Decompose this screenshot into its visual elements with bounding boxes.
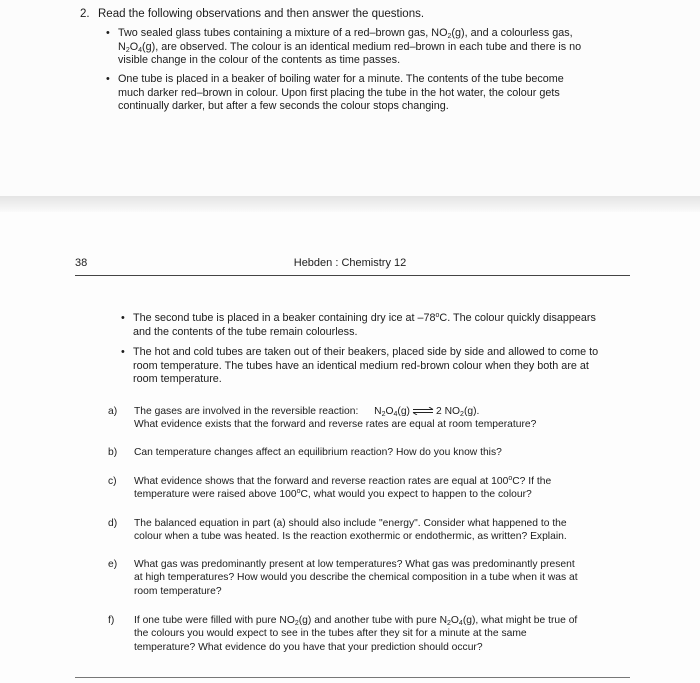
bullet-observation-4: • The hot and cold tubes are taken out of their beakers, placed side by side and allowed to come to room temperature. The tubes have an identical medium red-brown colour when they both are at room temperature.	[121, 346, 599, 386]
equilibrium-arrow-icon	[412, 407, 434, 415]
header-rule	[75, 275, 630, 276]
running-header: Hebden : Chemistry 12	[293, 257, 407, 269]
part-d: d) The balanced equation in part (a) should also include "energy". Consider what happened to the colour when a tube was heated. Is the reaction exothermic or endothermic, as written? Explain.	[108, 518, 567, 543]
part-f: f) If one tube were filled with pure $NO_2(g)$ and another tube with pure $N_2O_4(g)$, what might be true of the colours you would expect to see in the tubes after they sit for a minute at the same temperature? What evidence do you have that your prediction should occur?	[108, 615, 578, 653]
part-a: a) The gases are involved in the reversible reaction: $N_2O_4(g)$ 2 $NO_2(g)$. What evidence exists that the forward and reverse rates are equal at room temperature?	[108, 406, 537, 431]
footer-rule	[75, 677, 630, 678]
reaction-equation: $N_2O_4(g)$ 2 $NO_2(g)$.	[374, 406, 480, 418]
question-number: 2.	[80, 8, 90, 20]
bullet-observation-3: • The second tube is placed in a beaker containing dry ice at –78$^o$C. The colour quickly disappears and the contents of the tube remain colourless.	[121, 312, 596, 338]
page-gap	[0, 196, 700, 212]
part-e: e) What gas was predominantly present at low temperatures? What gas was predominantly present at high temperatures? How would you describe the chemical composition in a tube when it was at room temperature?	[108, 559, 578, 597]
bullet-observation-2: • One tube is placed in a beaker of boiling water for a minute. The contents of the tube become much darker red–brown in colour. Upon first placing the tube in the hot water, the colour gets continually darker, but after a few seconds the colour stops changing.	[106, 73, 564, 113]
part-c: c) What evidence shows that the forward and reverse reaction rates are equal at 100$^o$C? If the temperature were raised above 100$^o$C, what would you expect to happen to the colour?	[108, 475, 552, 501]
question-prompt: Read the following observations and then answer the questions.	[98, 8, 425, 20]
bullet-observation-1: • Two sealed glass tubes containing a mixture of a red–brown gas, $NO_2(g)$, and a colourless gas, $N_2O_4(g)$, are observed. The colour is an identical medium red–brown in each tube and there is no visible change in the colour of the contents as time passes.	[106, 27, 582, 67]
page-number: 38	[75, 257, 88, 269]
part-b: b) Can temperature changes affect an equilibrium reaction? How do you know this?	[108, 447, 502, 458]
